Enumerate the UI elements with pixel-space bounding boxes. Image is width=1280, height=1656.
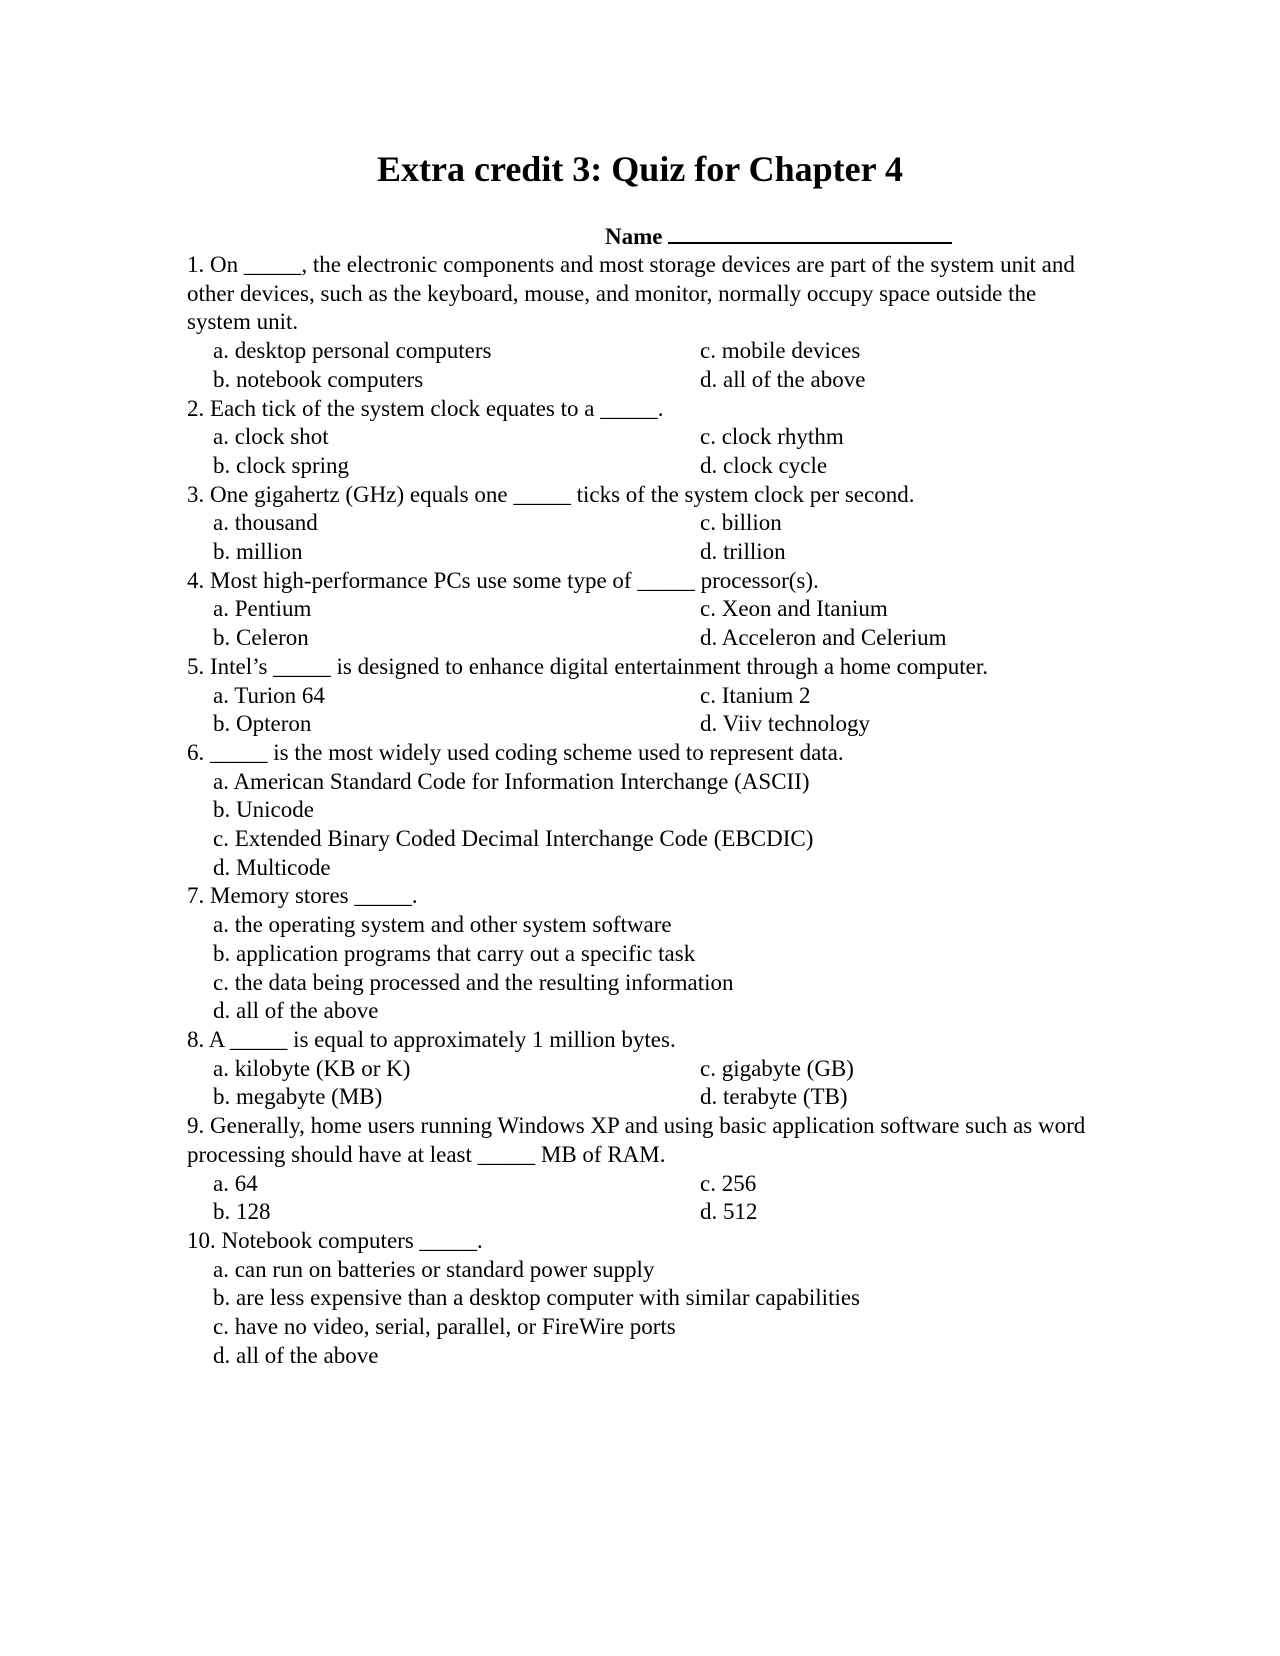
question-7: [187, 882, 1087, 1026]
answer-option: c. gigabyte (GB): [700, 1055, 854, 1081]
question-text: 3. One gigahertz (GHz) equals one _____ ticks of the system clock per second.: [187, 481, 915, 507]
name-label: Name: [605, 224, 663, 249]
answer-options: [187, 337, 1087, 394]
question-1: [187, 251, 1087, 395]
question-6: [187, 739, 1087, 883]
answer-option: b. Opteron: [213, 711, 312, 737]
page-title: Extra credit 3: Quiz for Chapter 4: [377, 149, 903, 189]
answer-options: [187, 423, 1087, 480]
answer-option: d. Acceleron and Celerium: [700, 625, 947, 651]
answer-options: [187, 509, 1087, 566]
answer-option: c. Extended Binary Coded Decimal Interchange Code (EBCDIC): [213, 826, 814, 852]
answer-option: d. all of the above: [213, 1342, 379, 1368]
answer-option: a. 64: [213, 1170, 258, 1196]
question-text: 4. Most high-performance PCs use some type of _____ processor(s).: [187, 567, 819, 593]
answer-options: [187, 1170, 1087, 1227]
answer-option: a. desktop personal computers: [213, 338, 492, 364]
answer-option: b. 128: [213, 1199, 271, 1225]
answer-option: b. notebook computers: [213, 366, 424, 392]
question-text: 5. Intel’s _____ is designed to enhance digital entertainment through a home computer.: [187, 653, 988, 679]
answer-option: d. terabyte (TB): [700, 1084, 848, 1110]
answer-option: b. application programs that carry out a specific task: [213, 940, 696, 966]
answer-option: c. clock rhythm: [700, 424, 844, 450]
answer-option: b. Unicode: [213, 797, 314, 823]
answer-option: a. the operating system and other system software: [213, 912, 672, 938]
answer-options: [187, 1055, 1087, 1112]
question-4: [187, 567, 1087, 653]
question-text: 10. Notebook computers _____.: [187, 1227, 483, 1253]
question-10: [187, 1227, 1087, 1371]
answer-option: a. kilobyte (KB or K): [213, 1055, 411, 1081]
question-text: 6. _____ is the most widely used coding scheme used to represent data.: [187, 739, 844, 765]
question-5: [187, 653, 1087, 739]
question-2: [187, 395, 1087, 481]
answer-options: [187, 595, 1087, 652]
answer-option: b. clock spring: [213, 452, 350, 478]
answer-option: c. Itanium 2: [700, 682, 811, 708]
question-text: 7. Memory stores _____.: [187, 883, 418, 909]
answer-option: d. all of the above: [700, 366, 866, 392]
answer-option: d. all of the above: [213, 998, 379, 1024]
answer-option: c. 256: [700, 1170, 757, 1196]
answer-option: b. megabyte (MB): [213, 1084, 383, 1110]
answer-option: d. Multicode: [213, 854, 331, 880]
question-8: [187, 1026, 1087, 1112]
question-text: 2. Each tick of the system clock equates to a _____.: [187, 395, 664, 421]
question-text: 8. A _____ is equal to approximately 1 million bytes.: [187, 1026, 676, 1052]
question-text: 9. Generally, home users running Windows XP and using basic application software such as word processing should have at least _____ MB of RAM.: [187, 1113, 1086, 1167]
answer-options: [187, 768, 1087, 883]
answer-option: b. are less expensive than a desktop computer with similar capabilities: [213, 1285, 861, 1311]
name-blank-line[interactable]: [668, 222, 952, 244]
answer-option: b. Celeron: [213, 625, 309, 651]
answer-options: [187, 1256, 1087, 1371]
answer-option: d. Viiv technology: [700, 711, 871, 737]
answer-option: b. million: [213, 539, 303, 565]
question-text: 1. On _____, the electronic components and most storage devices are part of the system unit and other devices, such as the keyboard, mouse, and monitor, normally occupy space outside the system unit.: [187, 252, 1075, 335]
name-field: [605, 222, 952, 251]
answer-option: d. trillion: [700, 539, 786, 565]
answer-option: d. clock cycle: [700, 452, 828, 478]
answer-option: a. can run on batteries or standard power supply: [213, 1256, 655, 1282]
answer-option: a. American Standard Code for Information Interchange (ASCII): [213, 768, 810, 794]
answer-option: d. 512: [700, 1199, 758, 1225]
answer-option: a. Turion 64: [213, 682, 325, 708]
answer-options: [187, 682, 1087, 739]
answer-option: a. Pentium: [213, 596, 312, 622]
question-list: [187, 251, 1087, 1370]
answer-option: a. clock shot: [213, 424, 329, 450]
question-9: [187, 1112, 1087, 1227]
answer-option: c. mobile devices: [700, 338, 861, 364]
answer-option: c. have no video, serial, parallel, or FireWire ports: [213, 1314, 676, 1340]
answer-options: [187, 911, 1087, 1026]
answer-option: c. billion: [700, 510, 782, 536]
answer-option: c. Xeon and Itanium: [700, 596, 888, 622]
answer-option: a. thousand: [213, 510, 318, 536]
question-3: [187, 481, 1087, 567]
answer-option: c. the data being processed and the resulting information: [213, 969, 734, 995]
